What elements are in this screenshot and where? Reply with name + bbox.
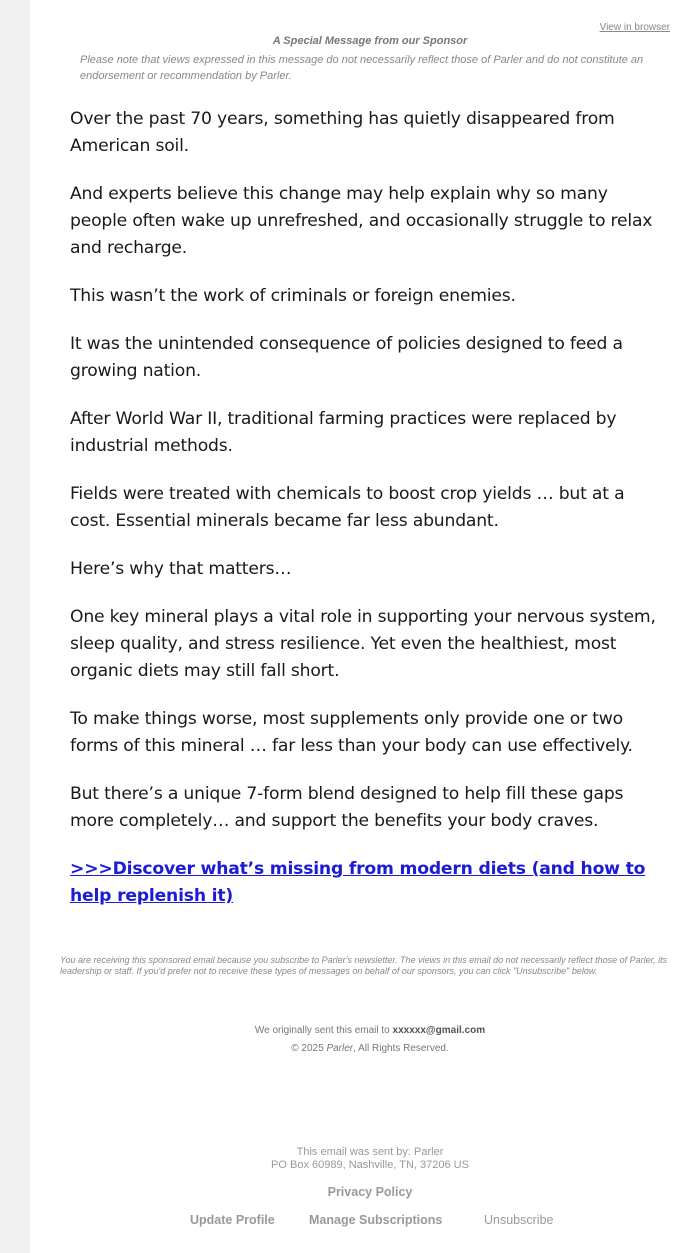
brand-name: Parler <box>326 1043 354 1054</box>
body-paragraph: Here’s why that matters… <box>70 559 292 579</box>
body-paragraph: And experts believe this change may help explain why so many people often wake up unrefreshed, and occasionally struggle to relax and recharge. <box>70 184 653 258</box>
body-paragraph: One key mineral plays a vital role in supporting your nervous system, sleep quality, and stress resilience. Yet even the healthiest, most organic diets may still fall short. <box>70 607 656 681</box>
disclaimer-text: . <box>288 70 292 82</box>
recipient-email: xxxxxx@gmail.com <box>392 1025 486 1036</box>
copyright-line <box>30 1043 700 1054</box>
body-paragraph: But there’s a unique 7-form blend designed to help fill these gaps more completely… and support the benefits your body craves. <box>70 784 624 831</box>
view-in-browser-link[interactable]: View in browser <box>599 22 670 33</box>
body-paragraph: It was the unintended consequence of policies designed to feed a growing nation. <box>70 334 623 381</box>
brand-name: Parler <box>259 70 289 82</box>
privacy-policy-link[interactable]: Privacy Policy <box>327 1185 413 1199</box>
cta-link[interactable]: >>>Discover what’s missing from modern diets (and how to help replenish it) <box>70 859 646 906</box>
body-paragraph: This wasn’t the work of criminals or foreign enemies. <box>70 286 516 306</box>
email-body <box>30 0 700 1253</box>
sender-info <box>30 1146 700 1172</box>
sent-to-text: We originally sent this email to <box>254 1025 393 1036</box>
body-paragraph: To make things worse, most supplements only provide one or two forms of this mineral … far less than your body can use effectively. <box>70 709 633 756</box>
sponsor-disclaimer <box>80 52 660 84</box>
disclaimer-text: Please note that views expressed in this message do not necessarily reflect those of <box>80 54 494 66</box>
sent-by-line: This email was sent by: Parler <box>296 1146 444 1158</box>
sponsor-title: A Special Message from our Sponsor <box>272 35 468 47</box>
copyright-text: © 2025 <box>291 1043 327 1054</box>
body-paragraph: After World War II, traditional farming practices were replaced by industrial methods. <box>70 409 617 456</box>
manage-subscriptions-link[interactable]: Manage Subscriptions <box>309 1213 443 1227</box>
sponsored-email-notice: You are receiving this sponsored email because you subscribe to Parler's newsletter. The views in this email do not necessarily reflect those of Parler, its leadership or staff. If you'd prefer not to receive these types of messages on behalf of our sponsors, you can click "Unsubscribe" below. <box>60 955 668 976</box>
unsubscribe-link[interactable]: Unsubscribe <box>484 1213 554 1227</box>
copyright-text: , All Rights Reserved. <box>353 1043 449 1054</box>
body-paragraph: Over the past 70 years, something has quietly disappeared from American soil. <box>70 109 615 156</box>
update-profile-link[interactable]: Update Profile <box>190 1213 275 1227</box>
article-body <box>70 106 665 910</box>
body-paragraph: Fields were treated with chemicals to boost crop yields … but at a cost. Essential minerals became far less abundant. <box>70 484 625 531</box>
disclaimer-text: and do not constitute an endorsement or recommendation by <box>80 54 644 82</box>
brand-name: Parler <box>493 54 523 66</box>
sender-address: PO Box 60989, Nashville, TN, 37206 US <box>271 1159 469 1171</box>
sent-to-line <box>30 1025 700 1036</box>
